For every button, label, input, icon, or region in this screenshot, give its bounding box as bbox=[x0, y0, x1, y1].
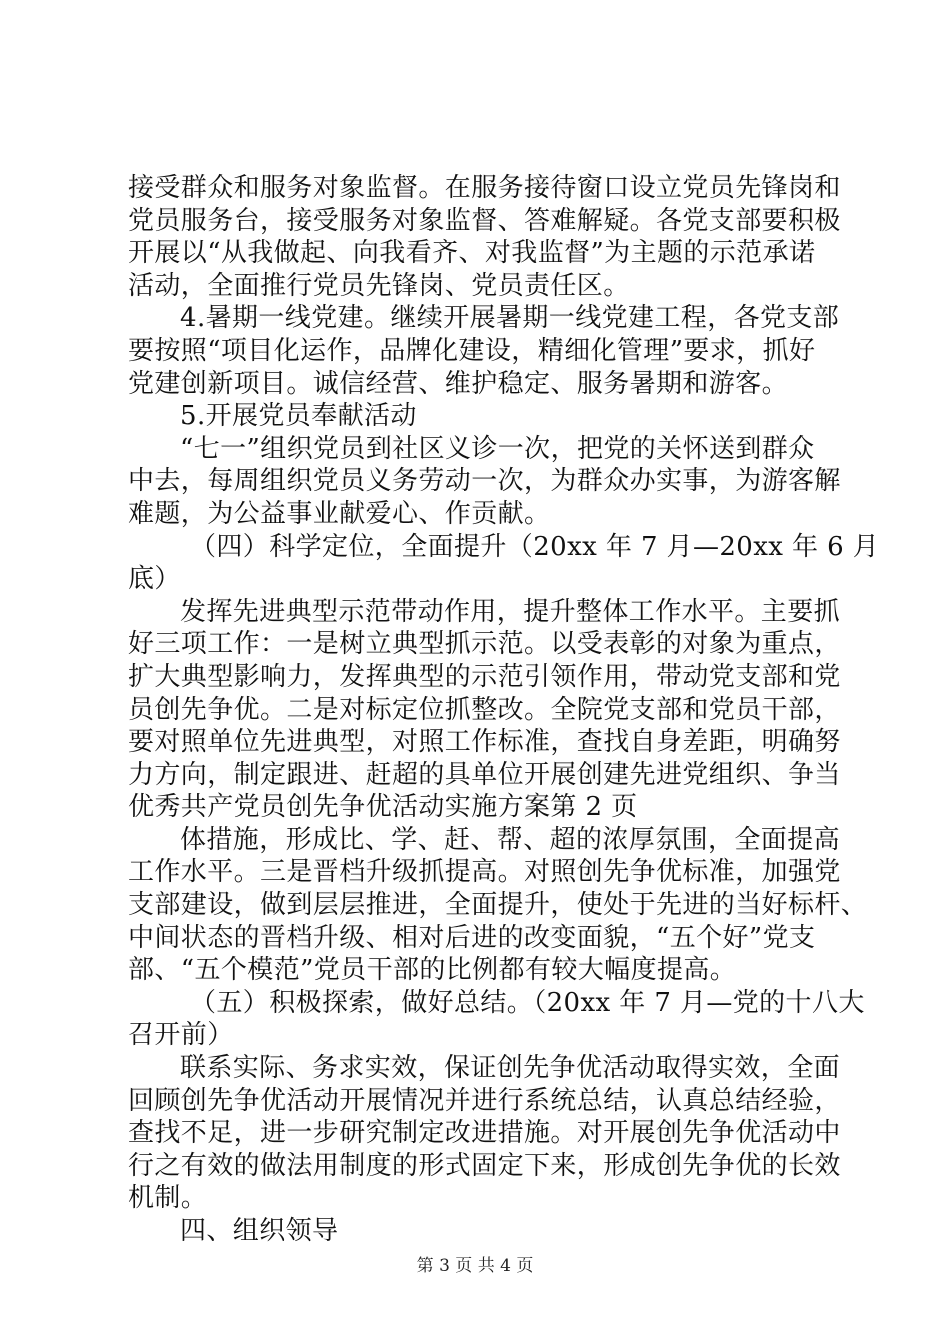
text-line: 开展以“从我做起、向我看齐、对我监督”为主题的示范承诺 bbox=[128, 238, 816, 269]
text-line: 联系实际、务求实效，保证创先争优活动取得实效，全面 bbox=[180, 1053, 841, 1084]
text-line: “七一”组织党员到社区义诊一次，把党的关怀送到群众 bbox=[180, 433, 815, 464]
text-line: 机制。 bbox=[128, 1183, 208, 1214]
section-heading: （四）科学定位，全面提升（20xx 年 7 月—20xx 年 6 月 bbox=[190, 531, 880, 562]
section-heading: 5.开展党员奉献活动 bbox=[180, 401, 417, 432]
text-line: 查找不足，进一步研究制定改进措施。对开展创先争优活动中 bbox=[128, 1118, 841, 1149]
text-line: 扩大典型影响力，发挥典型的示范引领作用，带动党支部和党 bbox=[128, 661, 841, 692]
text-line: 党建创新项目。诚信经营、维护稳定、服务暑期和游客。 bbox=[128, 368, 789, 399]
text-line: 支部建设，做到层层推进，全面提升，使处于先进的当好标杆、 bbox=[128, 890, 868, 921]
text-line: 力方向，制定跟进、赶超的具单位开展创建先进党组织、争当 bbox=[128, 759, 841, 790]
text-line: 优秀共产党员创先争优活动实施方案第 2 页 bbox=[128, 792, 638, 823]
section-heading: （五）积极探索，做好总结。（20xx 年 7 月—党的十八大 bbox=[190, 987, 865, 1018]
text-line: 接受群众和服务对象监督。在服务接待窗口设立党员先锋岗和 bbox=[128, 173, 841, 203]
text-line: 回顾创先争优活动开展情况并进行系统总结，认真总结经验， bbox=[128, 1085, 841, 1116]
text-line: 要按照“项目化运作，品牌化建设，精细化管理”要求，抓好 bbox=[128, 335, 816, 366]
text-line: 部、“五个模范”党员干部的比例都有较大幅度提高。 bbox=[128, 955, 737, 986]
text-line: 体措施，形成比、学、赶、帮、超的浓厚氛围，全面提高 bbox=[180, 824, 841, 855]
text-line: 好三项工作：一是树立典型抓示范。以受表彰的对象为重点， bbox=[128, 629, 841, 660]
text-line: 活动，全面推行党员先锋岗、党员责任区。 bbox=[128, 270, 630, 301]
text-line: 行之有效的做法用制度的形式固定下来，形成创先争优的长效 bbox=[128, 1150, 841, 1181]
text-line: 底） bbox=[128, 564, 181, 595]
text-line: 员创先争优。二是对标定位抓整改。全院党支部和党员干部， bbox=[128, 694, 841, 725]
text-line: 中间状态的晋档升级、相对后进的改变面貌，“五个好”党支 bbox=[128, 922, 816, 953]
text-line: 党员服务台，接受服务对象监督、答难解疑。各党支部要积极 bbox=[128, 205, 841, 236]
text-line: 难题，为公益事业献爱心、作贡献。 bbox=[128, 498, 551, 529]
section-heading: 四、组织领导 bbox=[180, 1216, 339, 1246]
document-body bbox=[128, 172, 880, 1248]
page-footer: 第 3 页 共 4 页 bbox=[416, 1256, 534, 1276]
text-line: 中去，每周组织党员义务劳动一次，为群众办实事，为游客解 bbox=[128, 466, 841, 497]
text-line: 要对照单位先进典型，对照工作标准，查找自身差距，明确努 bbox=[128, 727, 841, 758]
text-line: 发挥先进典型示范带动作用，提升整体工作水平。主要抓 bbox=[180, 596, 841, 627]
text-line: 召开前） bbox=[128, 1020, 234, 1051]
text-line: 工作水平。三是晋档升级抓提高。对照创先争优标准，加强党 bbox=[128, 857, 841, 888]
text-line: 4.暑期一线党建。继续开展暑期一线党建工程，各党支部 bbox=[180, 303, 840, 334]
